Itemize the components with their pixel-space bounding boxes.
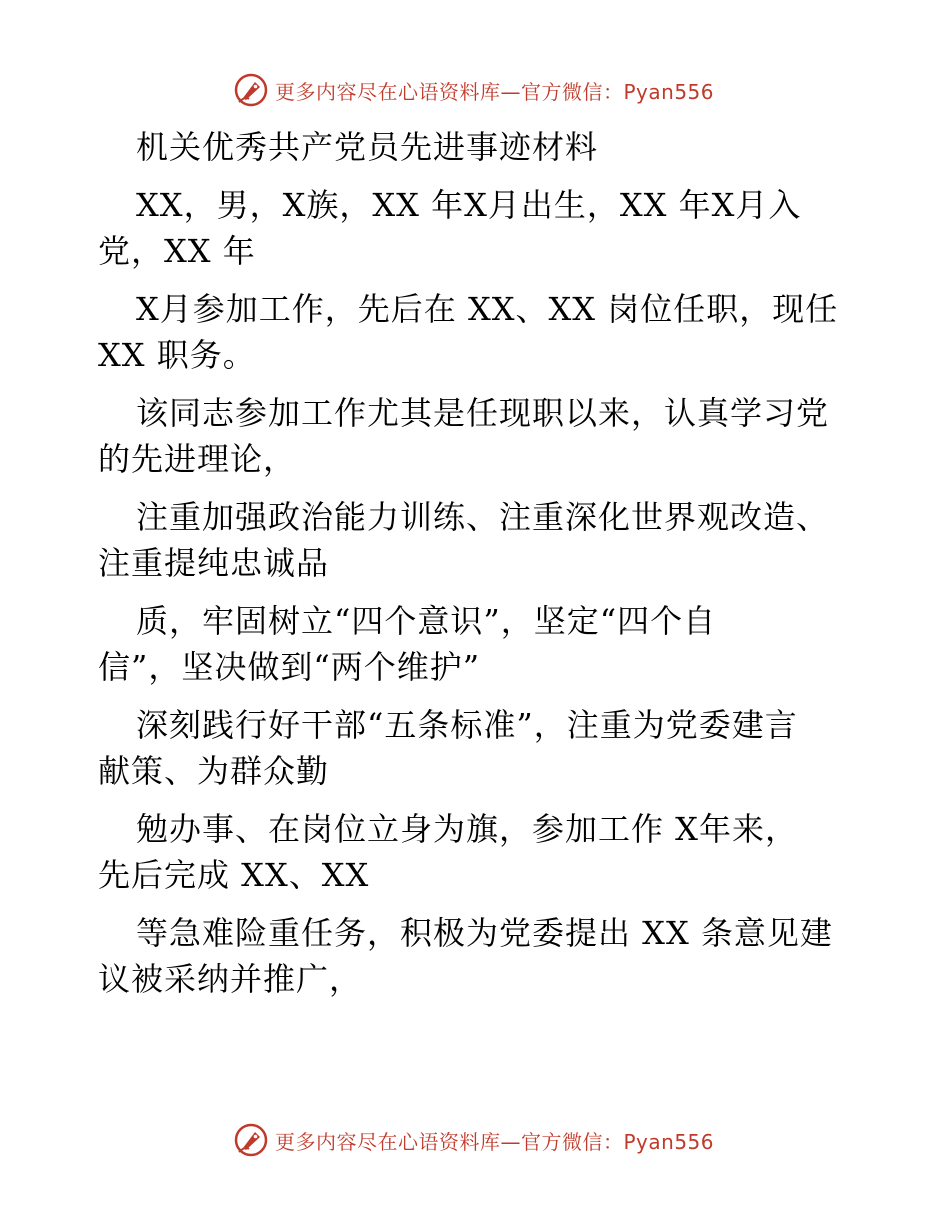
paragraph-line: 注重提纯忠诚品 [98, 544, 330, 582]
paragraph-line: 勉办事、在岗位立身为旗，参加工作 X年来， [136, 810, 798, 848]
paragraph [98, 806, 858, 898]
pen-nib-logo-icon [233, 1122, 269, 1158]
paragraph [98, 702, 858, 794]
paragraph-line: 注重加强政治能力训练、注重深化世界观改造、 [136, 498, 830, 536]
pen-nib-logo-icon [233, 72, 269, 108]
paragraph-line: 议被采纳并推广， [98, 960, 363, 998]
paragraph-line: 的先进理论， [98, 440, 297, 478]
paragraph-line: 先后完成 XX、XX [98, 856, 370, 894]
header-watermark [233, 70, 714, 110]
watermark-text: 更多内容尽在心语资料库—官方微信：Pyan556 [275, 1129, 715, 1154]
paragraph-line: 该同志参加工作尤其是任现职以来，认真学习党 [136, 394, 830, 432]
paragraph [98, 182, 858, 274]
paragraph-line: 信”，坚决做到“两个维护” [98, 648, 481, 686]
paragraph [98, 286, 858, 378]
footer-watermark [233, 1120, 714, 1160]
paragraph-line: 献策、为群众勤 [98, 752, 330, 790]
paragraph [98, 494, 858, 586]
paragraph-line: 质，牢固树立“四个意识”，坚定“四个自 [136, 602, 717, 640]
paragraph-line: 深刻践行好干部“五条标准”，注重为党委建言 [136, 706, 798, 744]
document-body [98, 124, 858, 1014]
paragraph-line: X月参加工作，先后在 XX、XX 岗位任职，现任 [136, 290, 839, 328]
paragraph-line: XX，男，X族，XX 年X月出生，XX 年X月入 [136, 186, 802, 224]
watermark-text: 更多内容尽在心语资料库—官方微信：Pyan556 [275, 79, 715, 104]
paragraph-line: 党，XX 年 [98, 232, 256, 270]
paragraph [98, 598, 858, 690]
paragraph-line: XX 职务。 [98, 336, 256, 374]
paragraph-line: 等急难险重任务，积极为党委提出 XX 条意见建 [136, 914, 833, 952]
document-title: 机关优秀共产党员先进事迹材料 [136, 128, 599, 166]
paragraph [98, 910, 858, 1002]
paragraph [98, 390, 858, 482]
